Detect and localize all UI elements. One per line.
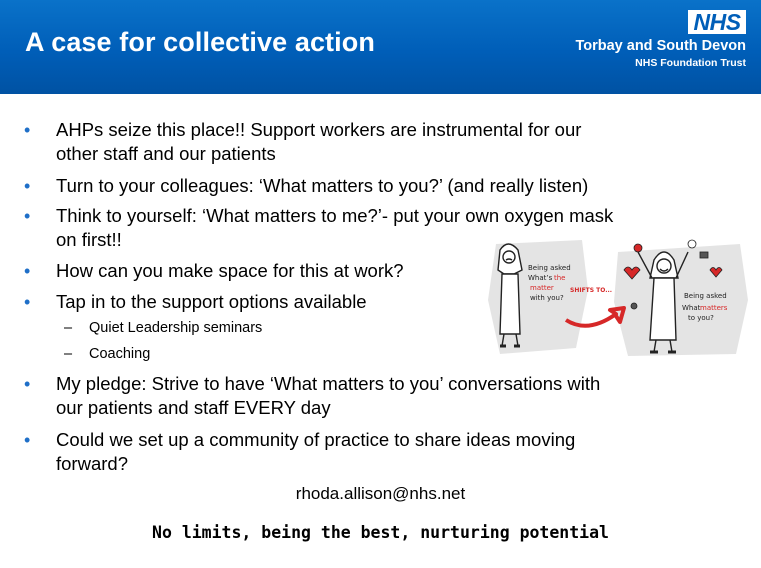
bullet-text: forward? xyxy=(56,453,128,474)
what-matters-illustration xyxy=(478,230,753,362)
right-caption: Being asked What matters to you? xyxy=(682,292,728,322)
bullet-marker: • xyxy=(24,120,31,140)
nhs-logo: NHS xyxy=(688,10,746,34)
bullet-marker: • xyxy=(24,430,31,450)
header-bar xyxy=(0,0,761,94)
bullet-text: Could we set up a community of practice to share ideas moving xyxy=(56,429,576,450)
bullet-text: AHPs seize this place!! Support workers are instrumental for our xyxy=(56,119,582,140)
bullet-text: Tap in to the support options available xyxy=(56,291,367,312)
contact-email[interactable]: rhoda.allison@nhs.net xyxy=(295,484,466,503)
sub-bullet-text: Coaching xyxy=(89,346,151,362)
bullet-text: How can you make space for this at work? xyxy=(56,260,404,281)
sub-bullet-text: Quiet Leadership seminars xyxy=(89,320,263,336)
bullet-text: Think to yourself: ‘What matters to me?’- put your own oxygen mask xyxy=(56,205,614,226)
right-backdrop xyxy=(614,244,748,356)
bullet-marker: • xyxy=(24,292,31,312)
bullet-marker: • xyxy=(24,374,31,394)
left-caption: Being asked What’s the matter with you? xyxy=(528,264,571,302)
sub-bullet-marker: – xyxy=(64,320,73,336)
sub-bullet-marker: – xyxy=(64,346,73,362)
bullet-text: on first!! xyxy=(56,229,122,250)
bullet-text: our patients and staff EVERY day xyxy=(56,397,331,418)
sad-person-figure xyxy=(498,244,522,346)
bullet-marker: • xyxy=(24,261,31,281)
bullet-marker: • xyxy=(24,206,31,226)
arrow-label: SHIFTS TO... xyxy=(570,287,613,294)
bullet-marker: • xyxy=(24,176,31,196)
bullet-text: My pledge: Strive to have ‘What matters to you’ conversations with xyxy=(56,373,601,394)
bullet-text: Turn to your colleagues: ‘What matters to you?’ (and really listen) xyxy=(56,175,589,196)
trust-name: Torbay and South Devon xyxy=(575,38,746,54)
trust-subtitle: NHS Foundation Trust xyxy=(635,57,746,69)
bullet-text: other staff and our patients xyxy=(56,143,276,164)
trust-motto: No limits, being the best, nurturing potential xyxy=(152,523,609,542)
slide-title: A case for collective action xyxy=(25,27,375,57)
